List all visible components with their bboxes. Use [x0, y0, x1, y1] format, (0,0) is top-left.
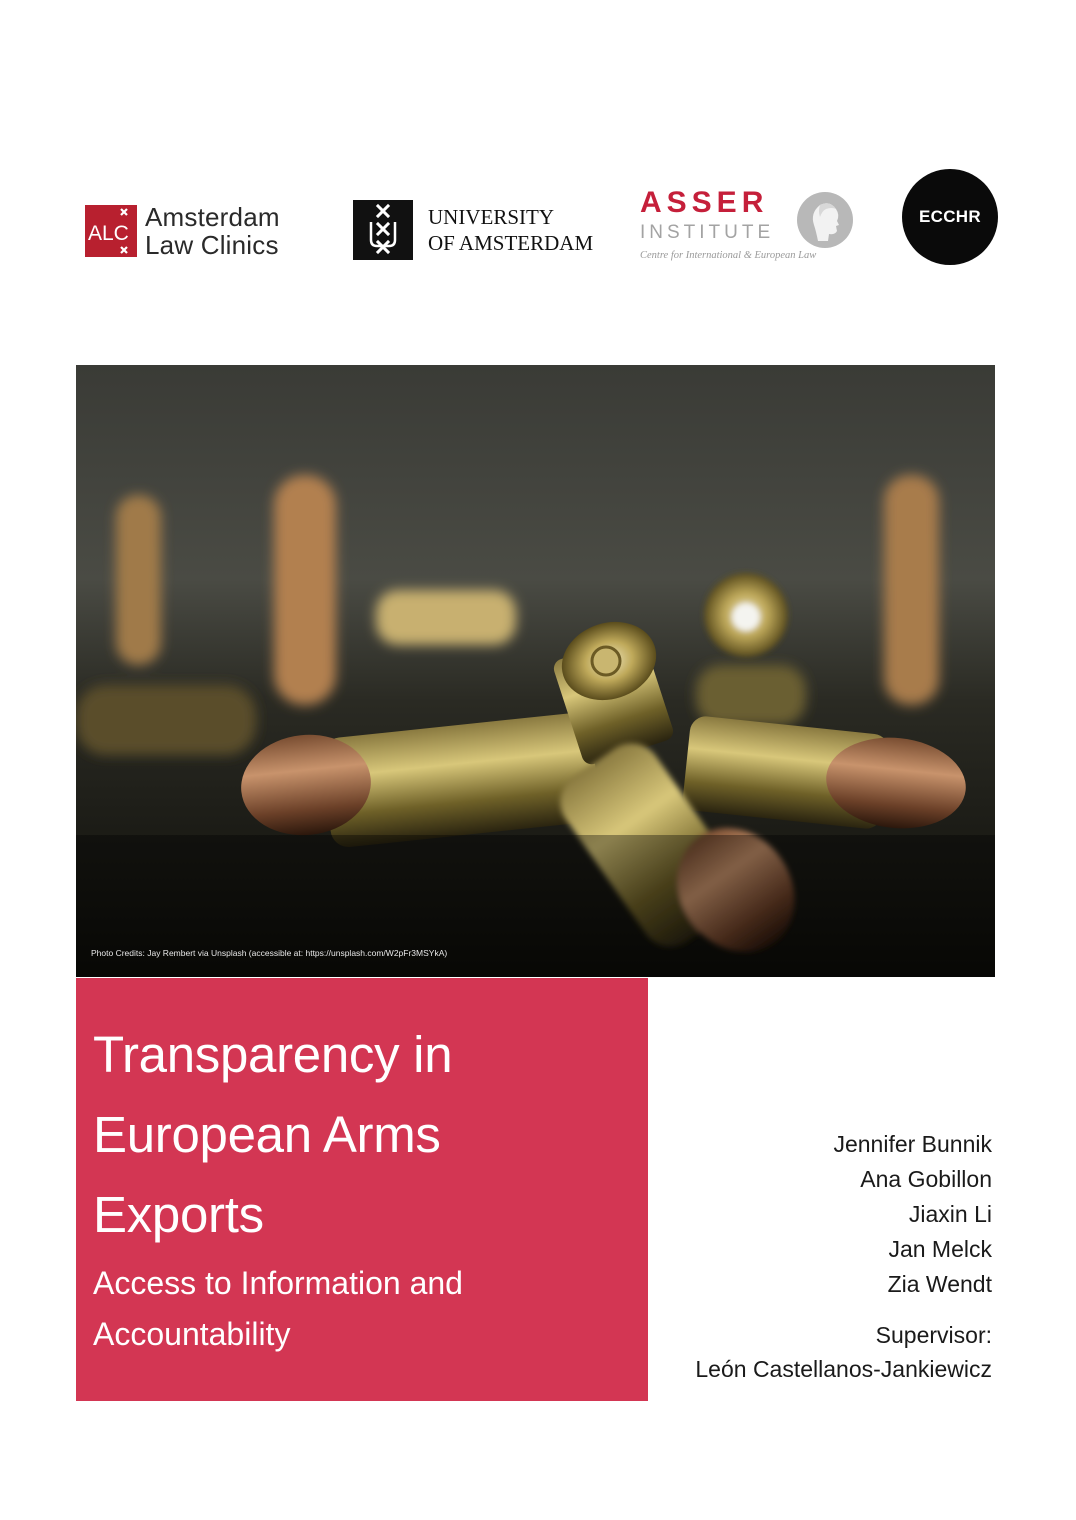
- supervisor-label: Supervisor:: [875, 1322, 992, 1348]
- authors-block: [695, 1127, 992, 1386]
- supervisor-name: León Castellanos-Jankiewicz: [695, 1356, 992, 1382]
- asser-portrait-icon: [796, 191, 854, 249]
- author-name: Jan Melck: [888, 1236, 992, 1262]
- subtitle-line1: Access to Information and: [93, 1265, 463, 1301]
- title-line1: Transparency in: [93, 1026, 453, 1083]
- author-name: Zia Wendt: [887, 1271, 992, 1297]
- author-name: Jennifer Bunnik: [833, 1131, 992, 1157]
- asser-tagline: Centre for International & European Law: [640, 250, 817, 261]
- title-box: [76, 978, 648, 1401]
- asser-line1: ASSER: [640, 186, 769, 219]
- uva-line1: UNIVERSITY: [428, 205, 554, 229]
- photo-credit: Photo Credits: Jay Rembert via Unsplash (accessible at: https://unsplash.com/W2pFr3MSYkA): [91, 948, 448, 958]
- amsterdam-law-clinics-logo: [85, 202, 315, 260]
- asser-line2: INSTITUTE: [640, 222, 775, 243]
- alc-mark-icon: [85, 205, 137, 257]
- ecchr-logo: [902, 169, 998, 265]
- author-name: Jiaxin Li: [908, 1201, 992, 1227]
- alc-line2: Law Clinics: [145, 230, 279, 260]
- university-of-amsterdam-logo: [353, 200, 615, 260]
- bullets-photo: [76, 365, 995, 977]
- subtitle-line2: Accountability: [93, 1316, 291, 1352]
- report-subtitle: [93, 1258, 633, 1360]
- uva-line2: OF AMSTERDAM: [428, 231, 594, 255]
- cover-photo: [76, 365, 995, 977]
- title-line3: Exports: [93, 1186, 264, 1243]
- title-line2: European Arms: [93, 1106, 441, 1163]
- uva-crest-icon: [353, 200, 413, 260]
- alc-mark-text: ALC: [88, 222, 129, 245]
- alc-line1: Amsterdam: [145, 202, 280, 232]
- report-title: [93, 1015, 633, 1255]
- author-name: Ana Gobillon: [860, 1166, 992, 1192]
- asser-institute-logo: [638, 186, 863, 268]
- ecchr-text: ECCHR: [919, 207, 981, 226]
